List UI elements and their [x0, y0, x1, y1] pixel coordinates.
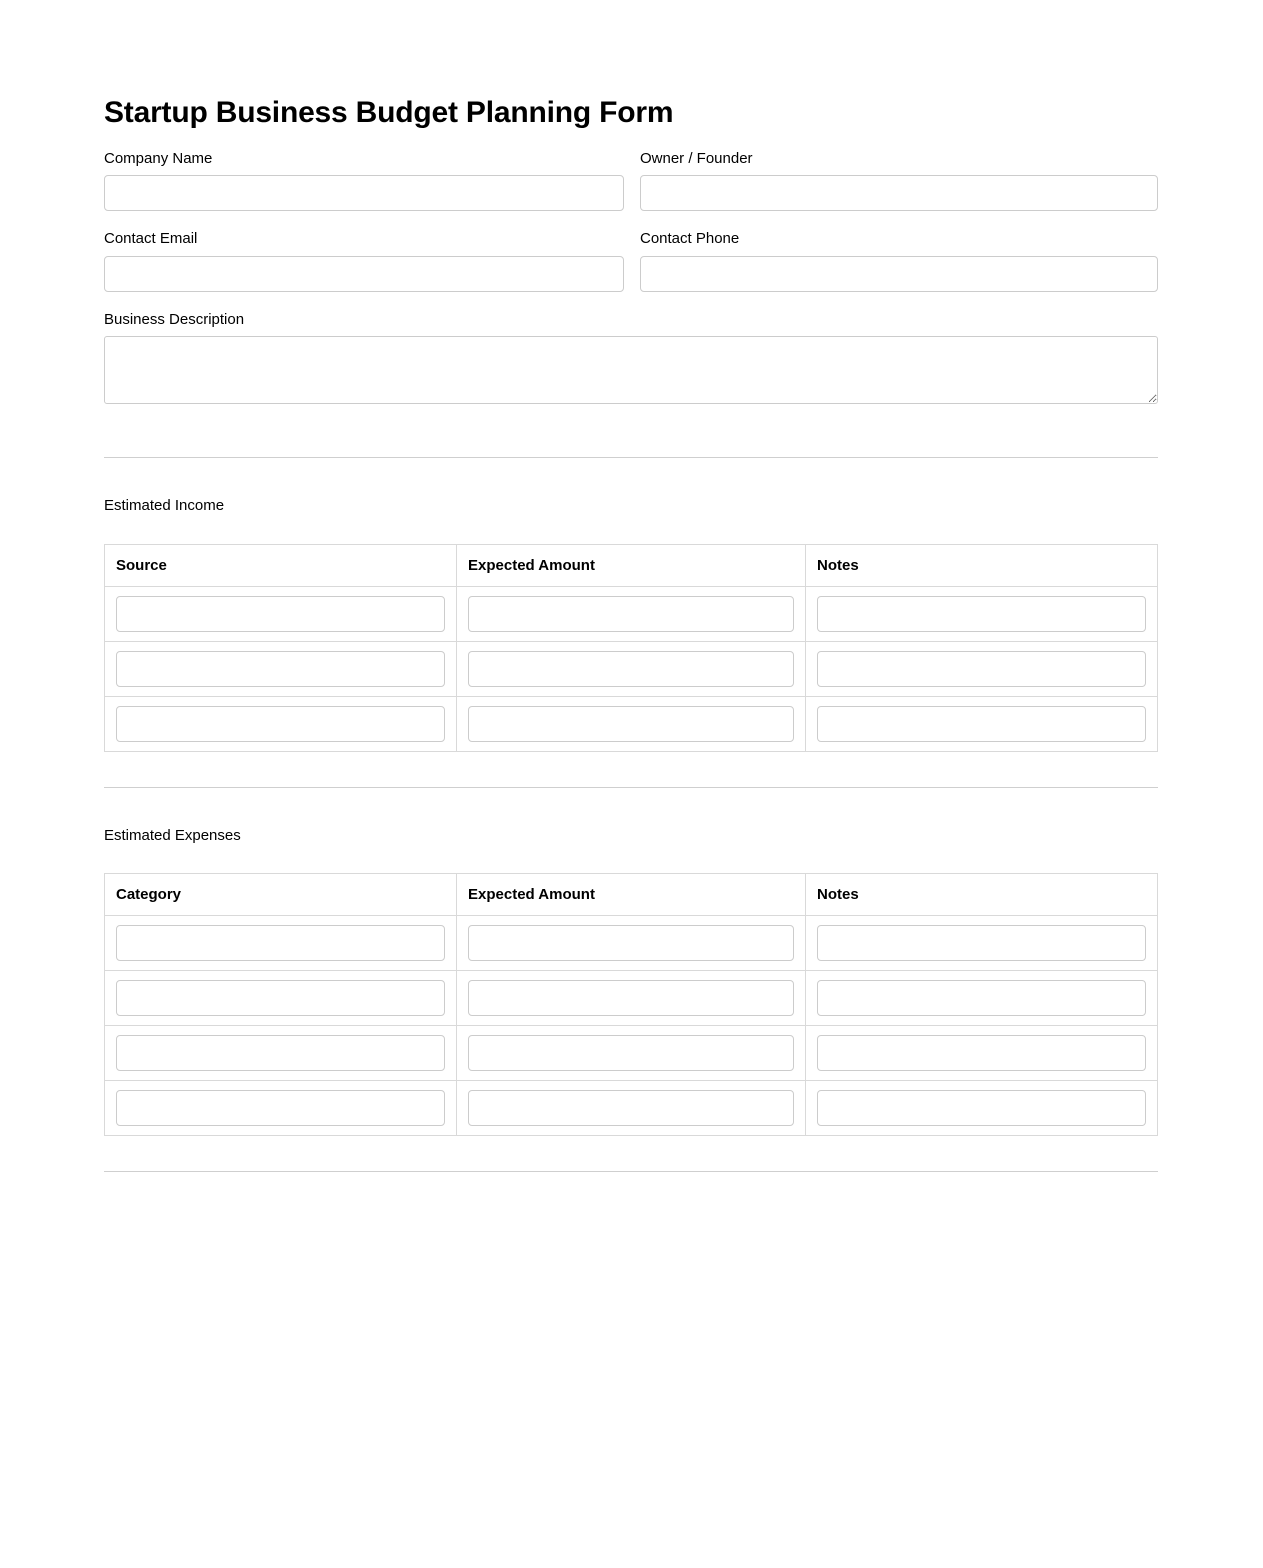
company-details-fields [104, 149, 1158, 423]
contact-email-input[interactable] [104, 256, 624, 292]
table-row [105, 586, 1158, 641]
income-amount-input-2[interactable] [468, 651, 794, 687]
label-contact-email: Contact Email [104, 230, 198, 247]
expenses-cell-notes [806, 916, 1158, 971]
expenses-cell-notes [806, 971, 1158, 1026]
field-contact-email [104, 229, 624, 292]
expenses-table-header-row [105, 874, 1158, 916]
expenses-category-input-4[interactable] [116, 1090, 445, 1126]
income-source-input-2[interactable] [116, 651, 445, 687]
expenses-cell-category [105, 1026, 457, 1081]
label-company-name: Company Name [104, 149, 213, 167]
income-section-label: Estimated Income [104, 497, 225, 514]
expenses-section [104, 826, 1158, 1137]
income-column-header-notes: Notes [806, 544, 1158, 586]
income-cell-notes [806, 641, 1158, 696]
expenses-category-input-3[interactable] [116, 1035, 445, 1071]
income-column-header-source: Source [105, 544, 457, 586]
expenses-notes-input-3[interactable] [817, 1035, 1146, 1071]
income-table [104, 544, 1158, 752]
expenses-amount-input-4[interactable] [468, 1090, 794, 1126]
expenses-notes-input-4[interactable] [817, 1090, 1146, 1126]
expenses-column-header-expected-amount: Expected Amount [457, 874, 806, 916]
label-contact-phone: Contact Phone [640, 230, 740, 247]
expenses-section-label: Estimated Expenses [104, 826, 241, 844]
expenses-cell-category [105, 916, 457, 971]
income-cell-source [105, 641, 457, 696]
table-row [105, 916, 1158, 971]
expenses-notes-input-2[interactable] [817, 980, 1146, 1016]
business-description-textarea[interactable] [104, 336, 1158, 404]
income-column-header-expected-amount: Expected Amount [457, 544, 806, 586]
expenses-column-header-notes: Notes [806, 874, 1158, 916]
expenses-cell-category [105, 1081, 457, 1136]
table-row [105, 1026, 1158, 1081]
expenses-table [104, 873, 1158, 1136]
income-cell-source [105, 696, 457, 751]
owner-founder-input[interactable] [640, 175, 1158, 211]
expenses-notes-input-1[interactable] [817, 925, 1146, 961]
page-title: Startup Business Budget Planning Form [104, 96, 674, 129]
field-business-description [104, 310, 1158, 405]
expenses-amount-input-3[interactable] [468, 1035, 794, 1071]
income-table-header-row [105, 544, 1158, 586]
income-source-input-3[interactable] [116, 706, 445, 742]
table-row [105, 696, 1158, 751]
income-cell-source [105, 586, 457, 641]
company-name-input[interactable] [104, 175, 624, 211]
label-owner-founder: Owner / Founder [640, 149, 753, 167]
table-row [105, 641, 1158, 696]
page-footer-space [104, 1210, 1158, 1230]
section-divider-1 [104, 457, 1158, 458]
income-cell-notes [806, 586, 1158, 641]
income-notes-input-3[interactable] [817, 706, 1146, 742]
expenses-cell-notes [806, 1026, 1158, 1081]
expenses-column-header-category: Category [105, 874, 457, 916]
income-source-input-1[interactable] [116, 596, 445, 632]
expenses-category-input-2[interactable] [116, 980, 445, 1016]
expenses-amount-input-2[interactable] [468, 980, 794, 1016]
expenses-cell-amount [457, 971, 806, 1026]
expenses-amount-input-1[interactable] [468, 925, 794, 961]
expenses-category-input-1[interactable] [116, 925, 445, 961]
income-amount-input-1[interactable] [468, 596, 794, 632]
income-notes-input-1[interactable] [817, 596, 1146, 632]
section-divider-3 [104, 1171, 1158, 1172]
section-divider-2 [104, 787, 1158, 788]
expenses-cell-category [105, 971, 457, 1026]
label-business-description: Business Description [104, 310, 245, 328]
table-row [105, 1081, 1158, 1136]
income-cell-amount [457, 586, 806, 641]
expenses-cell-amount [457, 916, 806, 971]
field-owner-founder [640, 149, 1158, 212]
field-contact-phone [640, 229, 1158, 292]
expenses-cell-amount [457, 1026, 806, 1081]
table-row [105, 971, 1158, 1026]
income-notes-input-2[interactable] [817, 651, 1146, 687]
income-cell-amount [457, 641, 806, 696]
expenses-cell-notes [806, 1081, 1158, 1136]
income-cell-notes [806, 696, 1158, 751]
field-company-name [104, 149, 624, 212]
expenses-cell-amount [457, 1081, 806, 1136]
income-cell-amount [457, 696, 806, 751]
income-section [104, 496, 1158, 752]
income-amount-input-3[interactable] [468, 706, 794, 742]
contact-phone-input[interactable] [640, 256, 1158, 292]
